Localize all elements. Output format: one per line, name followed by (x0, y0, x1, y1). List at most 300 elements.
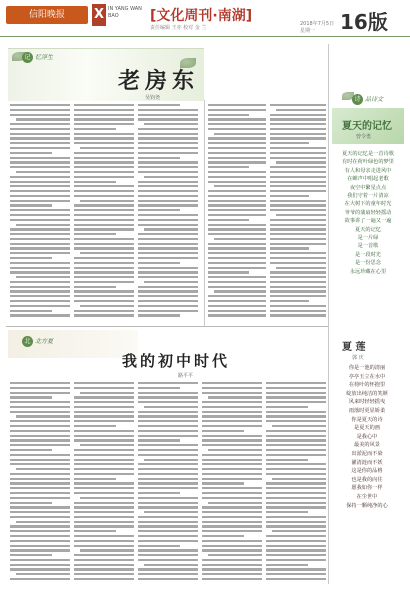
text-line (10, 439, 70, 441)
text-line (74, 540, 134, 542)
text-line (202, 444, 262, 446)
text-line (74, 123, 134, 125)
text-line (208, 166, 249, 168)
text-line (202, 573, 262, 575)
text-line (266, 573, 326, 575)
text-line (208, 554, 262, 556)
text-line (10, 459, 70, 461)
text-line (208, 243, 266, 245)
text-line (10, 219, 70, 221)
article1-column-1 (10, 104, 70, 319)
text-line (202, 454, 262, 456)
text-line (266, 564, 308, 566)
text-line (138, 295, 198, 297)
text-line (266, 559, 326, 561)
text-line (10, 271, 70, 273)
text-line (138, 454, 198, 456)
text-line (266, 506, 326, 508)
text-line (266, 392, 326, 394)
text-line (202, 425, 262, 427)
text-line (202, 411, 262, 413)
text-line (138, 468, 198, 470)
text-line (208, 195, 266, 197)
article2-column-tag: 北 北方夏 (22, 336, 53, 347)
text-line (16, 573, 70, 575)
text-line (270, 157, 326, 159)
poem1-column-tag: 诗 品诗文 (352, 94, 383, 105)
text-line (270, 224, 326, 226)
text-line (10, 295, 70, 297)
text-line (144, 564, 198, 566)
text-line (74, 276, 134, 278)
poem2-text: 你是一池的清丽 亭亭玉立在水中 在荷叶的怀抱里 绽放出纯洁的笑颜 风来时轻轻摇曳 雨落时更显娇柔 你是夏天的诗 是夏天的画 是我心中 最美的风景 出淤泥而不染 濯清涟而不妖 这是你的品格 也是我的向往 愿我如你一样 在尘世中 保持一颗纯净的心 (346, 365, 388, 509)
text-line (208, 228, 266, 230)
text-line (202, 535, 244, 537)
text-line (74, 439, 134, 441)
text-line (10, 497, 70, 499)
text-line (270, 176, 326, 178)
article2-column-2 (74, 382, 134, 583)
issue-date: 2018年7月5日 星期一 (300, 21, 335, 34)
text-line (138, 300, 198, 302)
text-line (266, 540, 326, 542)
text-line (80, 392, 134, 394)
text-line (138, 247, 198, 249)
text-line (276, 161, 326, 163)
article1-column-5 (270, 104, 326, 319)
text-line (74, 166, 134, 168)
text-line (202, 468, 262, 470)
text-line (74, 109, 134, 111)
text-line (10, 190, 70, 192)
text-line (74, 530, 116, 532)
text-line (208, 300, 266, 302)
text-line (270, 305, 326, 307)
text-line (74, 430, 134, 432)
text-line (10, 305, 70, 307)
text-line (202, 463, 262, 465)
text-line (10, 123, 70, 125)
text-line (10, 411, 70, 413)
text-line (10, 290, 70, 292)
text-line (10, 545, 70, 547)
text-line (266, 411, 326, 413)
text-line (10, 214, 70, 216)
text-line (272, 478, 326, 480)
text-line (202, 401, 262, 403)
text-line (74, 578, 134, 580)
text-line (74, 171, 134, 173)
text-line (74, 181, 116, 183)
text-line (270, 128, 326, 130)
logo-subtitle: IN YANG WAN BAO (108, 6, 142, 19)
article2-column-3 (138, 382, 198, 583)
text-line (74, 286, 116, 288)
text-line (266, 492, 326, 494)
text-line (266, 439, 326, 441)
text-line (202, 382, 262, 384)
text-line (144, 123, 198, 125)
text-line (10, 430, 70, 432)
text-line (276, 214, 326, 216)
text-line (144, 176, 198, 178)
text-line (16, 521, 70, 523)
text-line (74, 492, 134, 494)
text-line (202, 540, 262, 542)
text-line (270, 300, 309, 302)
text-line (208, 252, 266, 254)
text-line (80, 549, 134, 551)
text-line (74, 152, 134, 154)
text-line (138, 152, 198, 154)
text-line (208, 233, 266, 235)
text-line (202, 430, 244, 432)
masthead (0, 0, 410, 37)
text-line (74, 214, 134, 216)
text-line (138, 482, 198, 484)
text-line (74, 425, 116, 427)
text-line (272, 530, 326, 532)
text-line (10, 473, 70, 475)
text-line (10, 133, 70, 135)
text-line (74, 233, 116, 235)
text-line (208, 295, 266, 297)
text-line (266, 525, 326, 527)
text-line (272, 425, 326, 427)
text-line (74, 420, 134, 422)
text-line (138, 147, 198, 149)
text-line (208, 310, 266, 312)
text-line (266, 473, 326, 475)
text-line (10, 204, 52, 206)
text-line (74, 482, 134, 484)
text-line (208, 281, 266, 283)
text-line (74, 487, 134, 489)
text-line (208, 181, 266, 183)
text-line (270, 286, 326, 288)
text-line (202, 387, 262, 389)
text-line (138, 435, 198, 437)
text-line (202, 549, 262, 551)
text-line (208, 161, 266, 163)
text-line (270, 314, 326, 316)
text-line (138, 104, 180, 106)
text-line (138, 578, 198, 580)
text-line (10, 286, 70, 288)
text-line (74, 411, 134, 413)
text-line (138, 497, 198, 499)
text-line (74, 521, 134, 523)
column-divider (328, 44, 329, 584)
text-line (10, 540, 70, 542)
text-line (138, 506, 198, 508)
text-line (138, 516, 198, 518)
text-line (208, 109, 266, 111)
text-line (138, 271, 198, 273)
text-line (138, 290, 198, 292)
text-line (208, 147, 266, 149)
article1-column-4 (208, 104, 266, 319)
text-line (202, 578, 262, 580)
text-line (74, 267, 134, 269)
text-line (270, 133, 326, 135)
text-line (202, 392, 262, 394)
text-line (138, 449, 198, 451)
text-line (266, 415, 326, 417)
text-line (270, 257, 326, 259)
text-line (10, 463, 70, 465)
text-line (138, 549, 198, 551)
text-line (10, 511, 70, 513)
text-line (270, 290, 326, 292)
text-line (208, 176, 266, 178)
text-line (266, 444, 326, 446)
text-line (138, 382, 198, 384)
text-line (10, 104, 70, 106)
text-line (208, 219, 249, 221)
text-line (138, 209, 180, 211)
text-line (10, 238, 70, 240)
text-line (138, 444, 198, 446)
text-line (138, 157, 180, 159)
text-line (208, 257, 266, 259)
text-line (74, 281, 134, 283)
text-line (10, 564, 70, 566)
text-line (138, 181, 198, 183)
text-line (10, 200, 70, 202)
text-line (74, 525, 134, 527)
text-line (138, 142, 198, 144)
text-line (16, 224, 70, 226)
text-line (10, 568, 70, 570)
text-line (208, 104, 266, 106)
text-line (270, 185, 326, 187)
column-badge-icon: 记 (22, 52, 33, 63)
text-line (10, 157, 70, 159)
text-line (138, 118, 198, 120)
text-line (270, 142, 309, 144)
text-line (10, 444, 70, 446)
text-line (10, 233, 70, 235)
text-line (266, 430, 326, 432)
article-separator (6, 326, 328, 327)
text-line (138, 224, 198, 226)
text-line (208, 128, 266, 130)
text-line (270, 114, 326, 116)
text-line (138, 396, 198, 398)
text-line (270, 190, 326, 192)
article2-column-4 (202, 382, 262, 583)
text-line (138, 463, 198, 465)
text-line (10, 281, 70, 283)
text-line (10, 300, 70, 302)
text-line (138, 238, 198, 240)
text-line (74, 290, 134, 292)
text-line (10, 387, 70, 389)
text-line (138, 530, 198, 532)
text-line (208, 396, 262, 398)
text-line (74, 415, 134, 417)
text-line (208, 271, 249, 273)
text-line (214, 133, 266, 135)
text-line (10, 549, 70, 551)
text-line (266, 535, 326, 537)
text-line (138, 137, 198, 139)
text-line (10, 142, 70, 144)
text-line (202, 415, 262, 417)
text-line (74, 401, 134, 403)
text-line (214, 238, 266, 240)
text-line (144, 406, 198, 408)
text-line (270, 262, 326, 264)
text-line (74, 396, 134, 398)
text-line (10, 406, 70, 408)
text-line (138, 487, 198, 489)
text-line (214, 290, 266, 292)
text-line (74, 314, 134, 316)
text-line (270, 310, 326, 312)
text-line (202, 521, 262, 523)
text-line (10, 535, 70, 537)
text-line (202, 511, 262, 513)
text-line (74, 559, 134, 561)
text-line (266, 487, 326, 489)
text-line (74, 545, 134, 547)
text-line (74, 243, 134, 245)
text-line (202, 506, 262, 508)
text-line (74, 204, 134, 206)
text-line (138, 439, 180, 441)
text-line (208, 267, 266, 269)
poem2-author: 郭 庆 (352, 355, 364, 361)
text-line (138, 219, 198, 221)
text-line (270, 228, 326, 230)
text-line (208, 214, 266, 216)
text-line (80, 444, 134, 446)
text-line (270, 200, 326, 202)
text-line (10, 166, 70, 168)
text-line (202, 435, 262, 437)
text-line (74, 478, 116, 480)
text-line (266, 468, 326, 470)
text-line (138, 114, 198, 116)
text-line (10, 181, 70, 183)
text-line (270, 195, 309, 197)
text-line (74, 506, 134, 508)
text-line (138, 554, 198, 556)
text-line (10, 128, 70, 130)
text-line (74, 516, 134, 518)
text-line (74, 262, 134, 264)
text-line (138, 166, 198, 168)
text-line (138, 525, 198, 527)
text-line (74, 195, 134, 197)
text-line (202, 478, 262, 480)
text-line (74, 463, 134, 465)
text-line (202, 559, 262, 561)
text-line (10, 525, 70, 527)
text-line (266, 516, 326, 518)
text-line (270, 152, 326, 154)
text-line (266, 406, 308, 408)
text-line (266, 420, 326, 422)
text-line (208, 286, 266, 288)
text-line (74, 300, 134, 302)
text-line (266, 382, 326, 384)
text-line (266, 497, 326, 499)
text-line (208, 123, 266, 125)
text-line (138, 559, 198, 561)
text-line (10, 454, 70, 456)
text-line (138, 473, 198, 475)
text-line (208, 114, 249, 116)
article2-column-5 (266, 382, 326, 583)
text-line (74, 133, 134, 135)
text-line (270, 147, 326, 149)
text-line (202, 497, 262, 499)
text-line (74, 247, 134, 249)
text-line (208, 204, 266, 206)
text-line (270, 243, 326, 245)
text-line (74, 224, 134, 226)
text-line (138, 257, 198, 259)
text-line (16, 118, 70, 120)
text-line (266, 463, 326, 465)
article1-column-tag: 记 忆浮生 (22, 52, 53, 63)
text-line (208, 200, 266, 202)
text-line (10, 420, 70, 422)
text-line (10, 314, 70, 316)
text-line (74, 219, 134, 221)
text-line (208, 247, 266, 249)
text-line (74, 271, 134, 273)
text-line (16, 468, 70, 470)
text-line (138, 171, 198, 173)
text-line (74, 238, 134, 240)
text-line (266, 396, 326, 398)
text-line (80, 305, 134, 307)
text-line (266, 435, 326, 437)
text-line (208, 209, 266, 211)
article1-byline: 吴钧尧 (145, 95, 161, 101)
text-line (138, 420, 198, 422)
poem1-text: 夏天的记忆是一首诗歌 有时在荷叶绿色的梦里 有人和母亲走进风中 在蝉声中唱起老歌 夜空中繁星点点 我们守着一片清凉 在大树下的童年时光 爷爷的蒲扇轻轻摇动 故事讲了一遍又一遍 夏天的记忆 是一片绿 是一首歌 是一段时光 是一份思念 永远珍藏在心里 (342, 151, 394, 275)
text-line (74, 118, 134, 120)
text-line (10, 195, 70, 197)
text-line (10, 114, 70, 116)
column-badge-icon: 诗 (352, 94, 363, 105)
text-line (138, 195, 198, 197)
text-line (74, 185, 134, 187)
text-line (74, 104, 134, 106)
text-line (74, 310, 134, 312)
text-line (74, 142, 134, 144)
text-line (266, 578, 326, 580)
text-line (138, 200, 198, 202)
text-line (138, 521, 198, 523)
text-line (266, 521, 326, 523)
poem2-title: 夏 莲 (342, 342, 366, 353)
text-line (74, 449, 134, 451)
text-line (10, 176, 70, 178)
text-line (74, 257, 134, 259)
text-line (10, 559, 70, 561)
text-line (10, 482, 70, 484)
text-line (266, 568, 326, 570)
text-line (80, 252, 134, 254)
text-line (208, 142, 266, 144)
text-line (74, 382, 134, 384)
